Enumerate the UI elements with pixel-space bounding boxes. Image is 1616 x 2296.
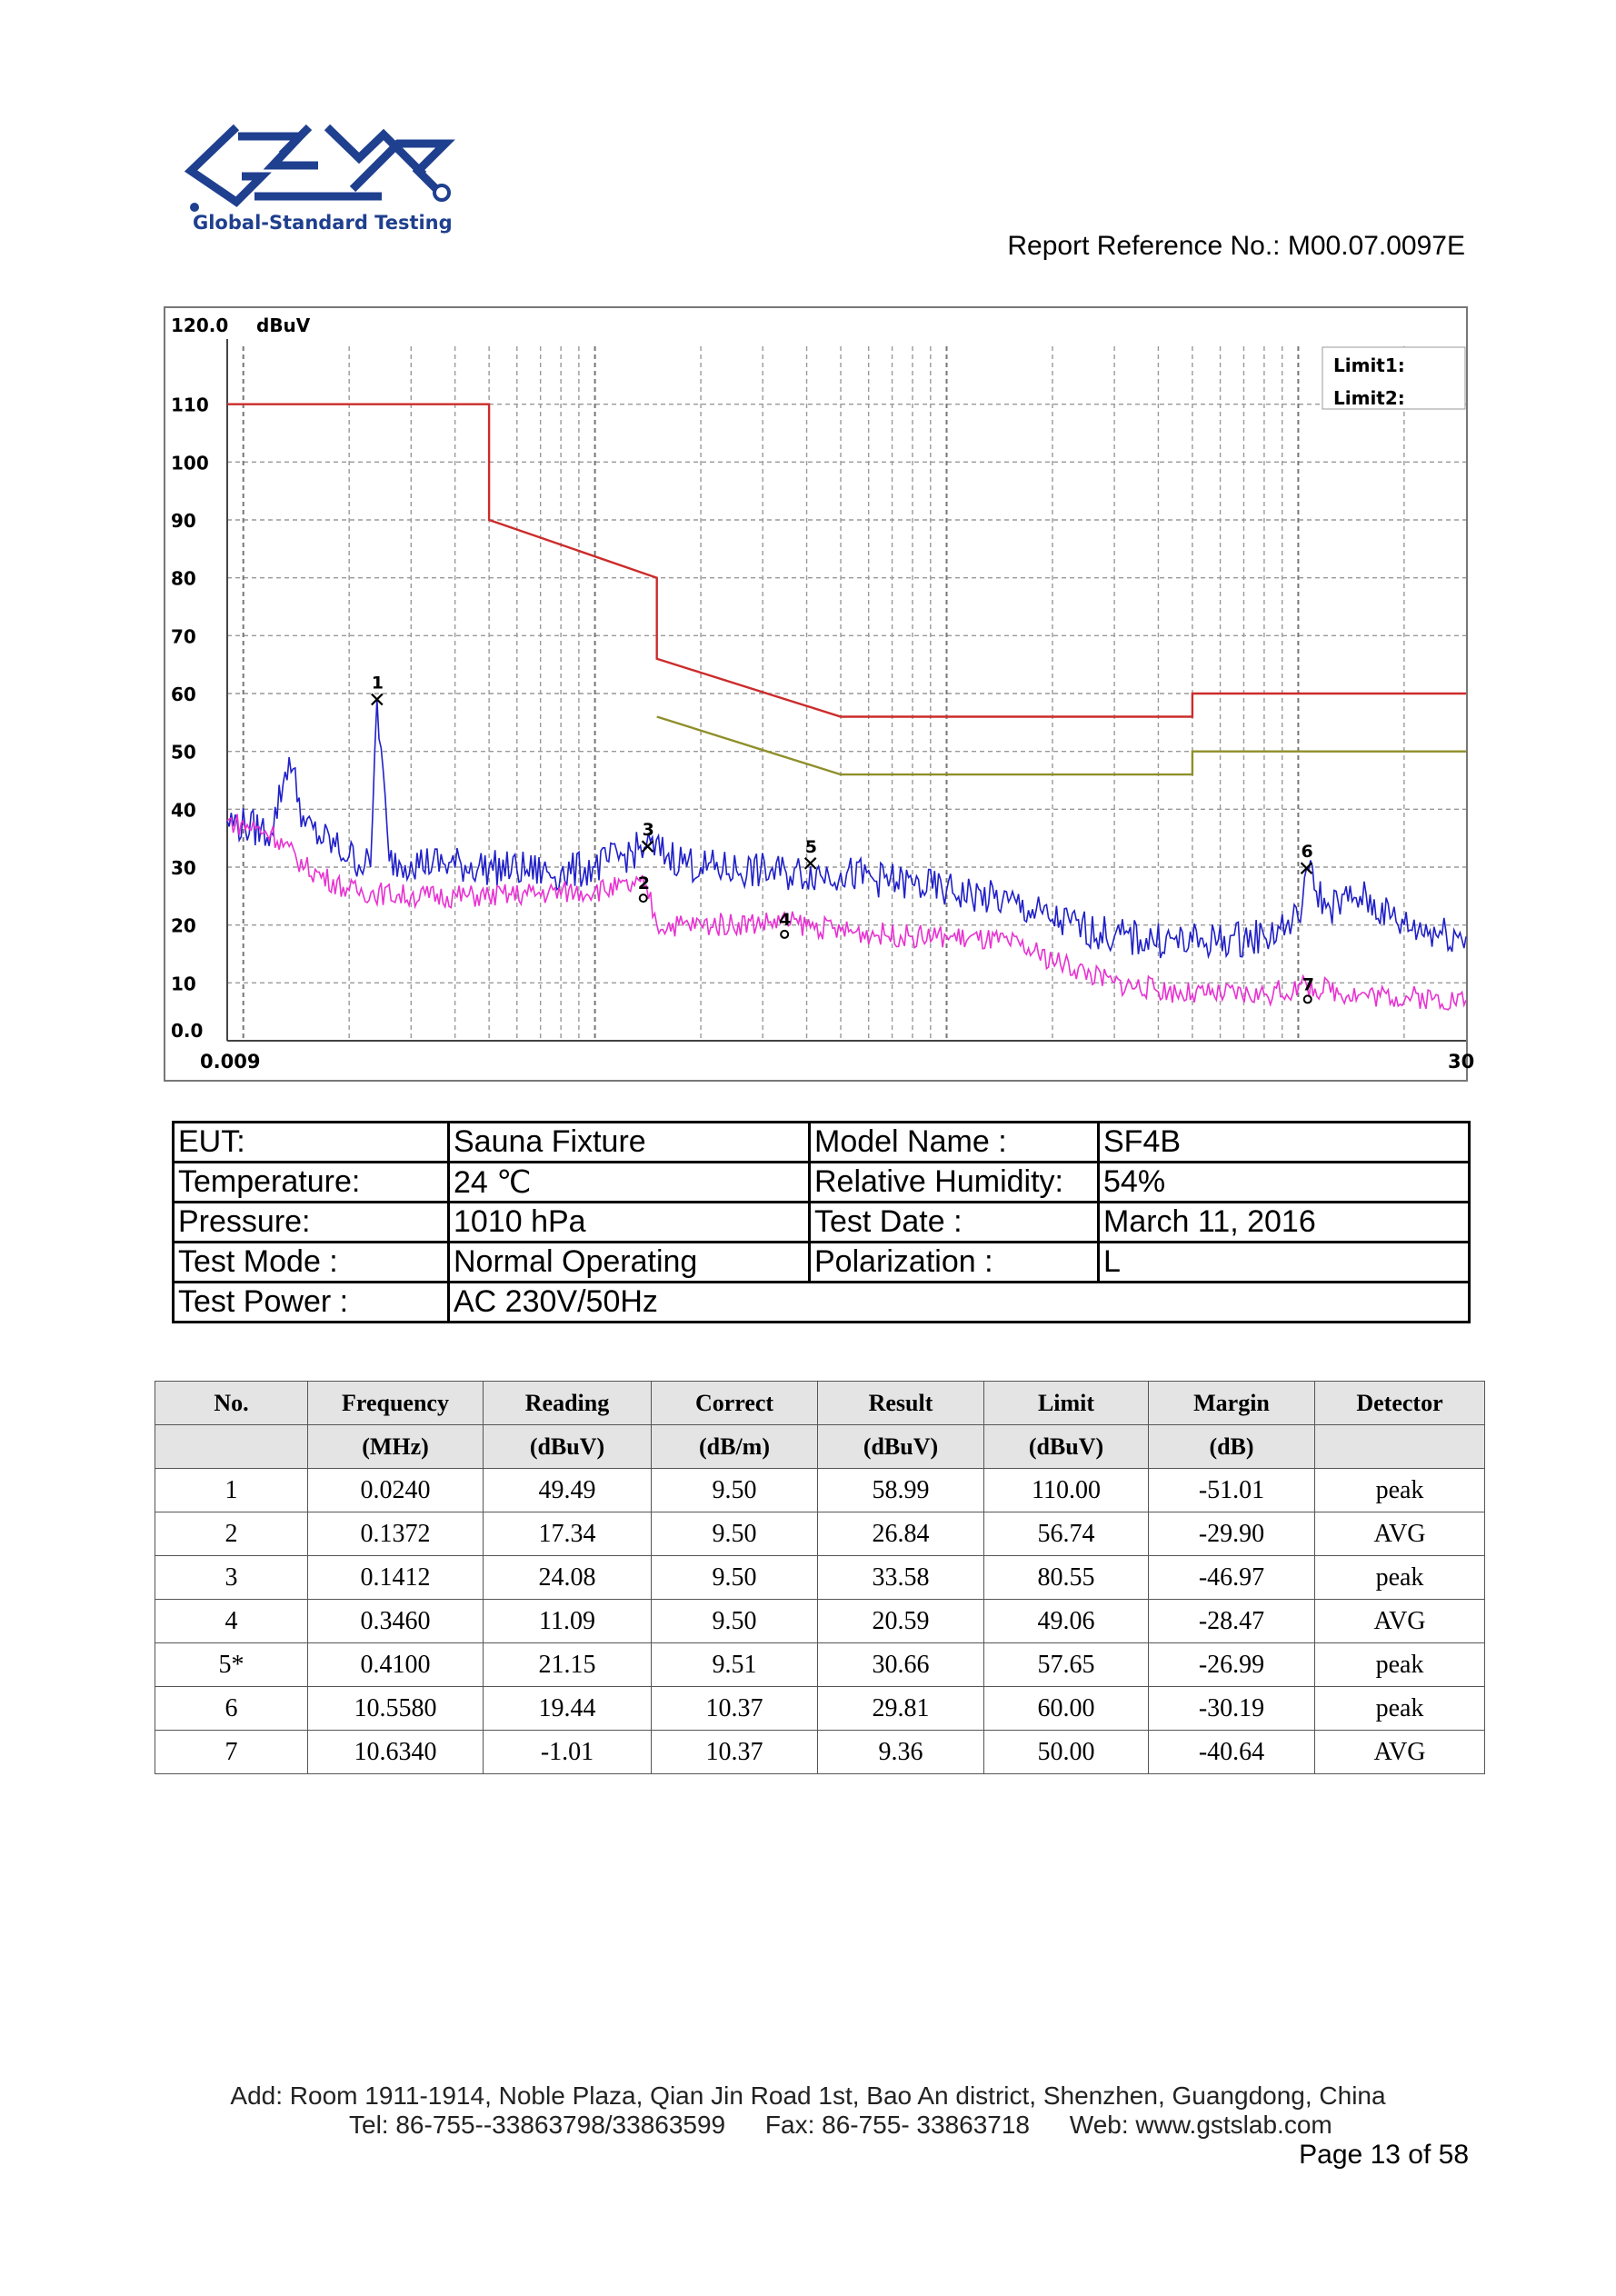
table-cell: 33.58 bbox=[818, 1556, 984, 1600]
table-row bbox=[155, 1469, 1485, 1512]
table-cell: -28.47 bbox=[1149, 1600, 1315, 1643]
table-cell: peak bbox=[1315, 1469, 1485, 1512]
table-cell: 50.00 bbox=[984, 1731, 1149, 1774]
footer-tel: Tel: 86-755--33863798/33863599 bbox=[349, 2111, 726, 2139]
table-row bbox=[155, 1512, 1485, 1556]
table-cell: 0.0240 bbox=[308, 1469, 484, 1512]
marker-circle bbox=[781, 931, 788, 938]
table-cell: 0.3460 bbox=[308, 1600, 484, 1643]
column-header: Result bbox=[818, 1382, 984, 1425]
column-header: No. bbox=[155, 1382, 308, 1425]
table-cell: 30.66 bbox=[818, 1643, 984, 1687]
eut-value: SF4B bbox=[1099, 1123, 1470, 1163]
report-reference: Report Reference No.: M00.07.0097E bbox=[1007, 231, 1465, 261]
table-cell: 49.49 bbox=[484, 1469, 652, 1512]
column-header: Detector bbox=[1315, 1382, 1485, 1425]
y-tick-label: 90 bbox=[171, 510, 196, 532]
table-cell: 6 bbox=[155, 1687, 308, 1731]
eut-info-table bbox=[172, 1121, 1471, 1323]
table-cell: 5* bbox=[155, 1643, 308, 1687]
y-tick-label: 30 bbox=[171, 857, 196, 879]
eut-label: Test Mode : bbox=[174, 1243, 449, 1283]
marker-label: 3 bbox=[642, 820, 654, 841]
table-cell: -29.90 bbox=[1149, 1512, 1315, 1556]
column-header: Correct bbox=[652, 1382, 818, 1425]
table-cell: 11.09 bbox=[484, 1600, 652, 1643]
table-cell: 4 bbox=[155, 1600, 308, 1643]
y-tick-label: 40 bbox=[171, 799, 196, 822]
table-cell: 21.15 bbox=[484, 1643, 652, 1687]
table-cell: 9.50 bbox=[652, 1556, 818, 1600]
y-tick-label: 60 bbox=[171, 684, 196, 705]
footer-contact bbox=[349, 2111, 1365, 2140]
table-cell: AVG bbox=[1315, 1600, 1485, 1643]
eut-value: L bbox=[1099, 1243, 1470, 1283]
table-cell: peak bbox=[1315, 1643, 1485, 1687]
eut-row bbox=[174, 1123, 1470, 1163]
table-cell: 7 bbox=[155, 1731, 308, 1774]
eut-value: 54% bbox=[1099, 1163, 1470, 1203]
y-tick-label: 20 bbox=[171, 914, 196, 937]
footer-fax: Fax: 86-755- 33863718 bbox=[764, 2111, 1031, 2139]
eut-row bbox=[174, 1203, 1470, 1243]
marker-circle bbox=[1304, 995, 1312, 1003]
eut-value: March 11, 2016 bbox=[1099, 1203, 1470, 1243]
eut-row bbox=[174, 1283, 1470, 1323]
eut-label: Polarization : bbox=[810, 1243, 1099, 1283]
table-row bbox=[155, 1731, 1485, 1774]
marker-cross bbox=[643, 841, 653, 852]
column-header bbox=[1315, 1425, 1485, 1469]
table-row bbox=[155, 1600, 1485, 1643]
page-number: Page 13 of 58 bbox=[1299, 2140, 1469, 2170]
limit-line bbox=[227, 404, 1466, 717]
table-cell: 26.84 bbox=[818, 1512, 984, 1556]
table-cell: 58.99 bbox=[818, 1469, 984, 1512]
company-logo bbox=[173, 116, 464, 233]
table-cell: -26.99 bbox=[1149, 1643, 1315, 1687]
column-header: Frequency bbox=[308, 1382, 484, 1425]
eut-value: 24 ℃ bbox=[449, 1163, 810, 1203]
table-cell: 10.37 bbox=[652, 1687, 818, 1731]
y-tick-label: 80 bbox=[171, 567, 196, 590]
table-row bbox=[155, 1556, 1485, 1600]
y-tick-label: 0.0 bbox=[171, 1020, 204, 1042]
eut-value: Normal Operating bbox=[449, 1243, 810, 1283]
marker-label: 2 bbox=[637, 873, 650, 894]
table-cell: 1 bbox=[155, 1469, 308, 1512]
eut-label: Test Power : bbox=[174, 1283, 449, 1323]
eut-value: AC 230V/50Hz bbox=[449, 1283, 1470, 1323]
table-cell: peak bbox=[1315, 1687, 1485, 1731]
column-header: (dBuV) bbox=[818, 1425, 984, 1469]
table-cell: -51.01 bbox=[1149, 1469, 1315, 1512]
table-cell: 110.00 bbox=[984, 1469, 1149, 1512]
eut-label: Temperature: bbox=[174, 1163, 449, 1203]
column-header: (dBuV) bbox=[984, 1425, 1149, 1469]
eut-label: Test Date : bbox=[810, 1203, 1099, 1243]
column-header: (MHz) bbox=[308, 1425, 484, 1469]
table-cell: 0.1412 bbox=[308, 1556, 484, 1600]
table-cell: 19.44 bbox=[484, 1687, 652, 1731]
table-cell: 56.74 bbox=[984, 1512, 1149, 1556]
table-cell: AVG bbox=[1315, 1731, 1485, 1774]
marker-label: 4 bbox=[779, 909, 792, 930]
table-cell: 49.06 bbox=[984, 1600, 1149, 1643]
eut-value: Sauna Fixture bbox=[449, 1123, 810, 1163]
column-header: (dB/m) bbox=[652, 1425, 818, 1469]
column-header: Reading bbox=[484, 1382, 652, 1425]
table-cell: 60.00 bbox=[984, 1687, 1149, 1731]
limit-line bbox=[657, 717, 1466, 775]
emission-chart bbox=[164, 306, 1475, 1082]
table-cell: 9.51 bbox=[652, 1643, 818, 1687]
table-cell: 9.50 bbox=[652, 1512, 818, 1556]
x-tick-label: 0.009 bbox=[200, 1051, 261, 1073]
x-tick-label: 30 bbox=[1448, 1051, 1475, 1073]
table-cell: 9.50 bbox=[652, 1469, 818, 1512]
logo-text: Global-Standard Testing bbox=[193, 212, 453, 234]
eut-label: Model Name : bbox=[810, 1123, 1099, 1163]
table-cell: -40.64 bbox=[1149, 1731, 1315, 1774]
column-header bbox=[155, 1425, 308, 1469]
results-table bbox=[155, 1381, 1485, 1774]
table-cell: 9.36 bbox=[818, 1731, 984, 1774]
table-cell: 10.5580 bbox=[308, 1687, 484, 1731]
table-cell: 10.6340 bbox=[308, 1731, 484, 1774]
table-cell: -30.19 bbox=[1149, 1687, 1315, 1731]
table-cell: 29.81 bbox=[818, 1687, 984, 1731]
table-cell: -46.97 bbox=[1149, 1556, 1315, 1600]
marker-label: 5 bbox=[804, 836, 817, 857]
eut-row bbox=[174, 1163, 1470, 1203]
measurement-trace bbox=[227, 699, 1466, 958]
table-cell: 0.1372 bbox=[308, 1512, 484, 1556]
table-row bbox=[155, 1643, 1485, 1687]
column-header: Limit bbox=[984, 1382, 1149, 1425]
table-cell: 24.08 bbox=[484, 1556, 652, 1600]
marker-label: 7 bbox=[1302, 974, 1314, 995]
column-header: (dBuV) bbox=[484, 1425, 652, 1469]
y-tick-label: 50 bbox=[171, 741, 196, 764]
table-cell: 9.50 bbox=[652, 1600, 818, 1643]
column-header: Margin bbox=[1149, 1382, 1315, 1425]
eut-label: Pressure: bbox=[174, 1203, 449, 1243]
footer-web: Web: www.gstslab.com bbox=[1069, 2111, 1332, 2139]
table-row bbox=[155, 1687, 1485, 1731]
y-tick-label: 10 bbox=[171, 973, 196, 995]
table-cell: 2 bbox=[155, 1512, 308, 1556]
eut-row bbox=[174, 1243, 1470, 1283]
results-header-row bbox=[155, 1425, 1485, 1469]
table-cell: peak bbox=[1315, 1556, 1485, 1600]
measurement-trace bbox=[227, 814, 1466, 1010]
marker-cross bbox=[1302, 863, 1312, 873]
table-cell: 0.4100 bbox=[308, 1643, 484, 1687]
table-cell: 3 bbox=[155, 1556, 308, 1600]
eut-label: Relative Humidity: bbox=[810, 1163, 1099, 1203]
y-tick-label: 110 bbox=[171, 394, 209, 416]
y-axis-label: dBuV bbox=[256, 314, 311, 336]
table-cell: 57.65 bbox=[984, 1643, 1149, 1687]
legend-entry: Limit1: bbox=[1333, 354, 1405, 376]
y-tick-label: 70 bbox=[171, 625, 196, 648]
marker-label: 1 bbox=[371, 673, 384, 694]
table-cell: 17.34 bbox=[484, 1512, 652, 1556]
y-tick-label: 120.0 bbox=[171, 314, 229, 336]
table-cell: -1.01 bbox=[484, 1731, 652, 1774]
marker-label: 6 bbox=[1301, 842, 1313, 863]
column-header: (dB) bbox=[1149, 1425, 1315, 1469]
chart-canvas bbox=[165, 308, 1475, 1080]
table-cell: 10.37 bbox=[652, 1731, 818, 1774]
eut-label: EUT: bbox=[174, 1123, 449, 1163]
table-cell: AVG bbox=[1315, 1512, 1485, 1556]
footer-address: Add: Room 1911-1914, Noble Plaza, Qian Jin Road 1st, Bao An district, Shenzhen, Guangdong, China bbox=[230, 2081, 1386, 2110]
results-header-row bbox=[155, 1382, 1485, 1425]
table-cell: 20.59 bbox=[818, 1600, 984, 1643]
table-cell: 80.55 bbox=[984, 1556, 1149, 1600]
legend-entry: Limit2: bbox=[1333, 387, 1405, 409]
eut-value: 1010 hPa bbox=[449, 1203, 810, 1243]
y-tick-label: 100 bbox=[171, 452, 209, 474]
marker-circle bbox=[640, 894, 647, 902]
